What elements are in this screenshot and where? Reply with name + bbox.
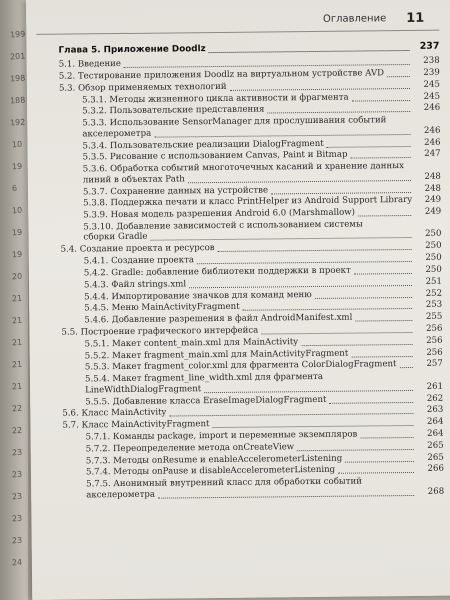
toc-page-number: 250: [425, 240, 442, 252]
toc-entry-text: 5.4.4. Импортирование значков для команд меню: [84, 289, 312, 302]
toc-page-number: 246: [424, 137, 441, 148]
toc-entry-text: 5.4. Создание проекта и ресурсов: [60, 243, 215, 255]
toc-leader-dots: [338, 471, 414, 474]
edge-page-number: 21: [11, 359, 23, 370]
toc-leader-dots: [361, 436, 414, 439]
toc-subsection[interactable]: [83, 161, 441, 186]
toc-entry-text: сборки Gradle: [83, 232, 148, 243]
toc-leader-dots: [327, 144, 411, 147]
toc-leader-dots: [204, 389, 413, 393]
edge-page-number: 199: [9, 29, 26, 40]
edge-page-number: 192: [9, 117, 26, 128]
book-page: [26, 0, 450, 600]
toc-entry-text: 5.5.1. Макет content_main.xml для MainActivity: [84, 336, 299, 350]
toc-entry-text: 5.4.5. Меню MainActivityFragment: [84, 302, 240, 314]
toc-entry-text: 5.5.2. Макет fragment_main.xml для MainActivityFragment: [84, 348, 349, 361]
edge-page-number: 10: [11, 139, 23, 150]
adjacent-page-edge: [0, 0, 28, 600]
toc-leader-dots: [261, 331, 412, 335]
toc-page-number: 238: [423, 55, 440, 66]
toc-entry-text: LineWidthDialogFragment: [85, 383, 202, 396]
toc-entry-text: акселерометра: [82, 128, 152, 140]
toc-page-number: 248: [424, 183, 442, 194]
toc-entry-text: 5.1. Введение: [58, 59, 122, 70]
toc-leader-dots: [345, 459, 414, 462]
toc-page-number: 261: [426, 381, 444, 392]
toc-leader-dots: [267, 110, 410, 113]
edge-page-number: 19: [11, 161, 23, 172]
edge-page-number: 201: [9, 51, 26, 62]
toc-entry-text: 5.3.10. Добавление зависимостей с использованием системы: [83, 219, 363, 233]
edge-page-number: 188: [9, 95, 26, 106]
edge-page-number: 19: [11, 249, 23, 260]
toc-entry-text: 5.7.2. Переопределение метода onCreateView: [85, 441, 295, 455]
toc-entry-text: 5.4.1. Создание проекта: [83, 255, 194, 267]
toc-leader-dots: [354, 272, 412, 275]
toc-leader-dots: [209, 49, 410, 53]
toc-page-number: 245: [423, 91, 441, 102]
toc-entry-text: 5.6. Класс MainActivity: [62, 407, 167, 419]
toc-page-number: 252: [425, 288, 443, 299]
toc-entry-text: 5.3.4. Пользовательские реализации DialogFragment: [82, 138, 324, 151]
toc-page-number: 245: [423, 79, 440, 90]
edge-page-number: 21: [11, 315, 23, 326]
edge-page-number: 22: [11, 425, 23, 436]
toc-leader-dots: [242, 307, 412, 311]
toc-page-number: 264: [426, 416, 444, 427]
toc-subsection[interactable]: [85, 371, 443, 396]
toc-leader-dots: [329, 400, 413, 403]
toc-page-number: 256: [426, 347, 443, 358]
toc-page-number: 249: [424, 206, 442, 217]
toc-leader-dots: [124, 63, 410, 68]
toc-entry-text: 5.3.5. Рисование с использованием Canvas, Paint и Bitmap: [82, 149, 348, 163]
toc-page-number: 247: [424, 148, 441, 160]
toc-subsection[interactable]: [82, 115, 440, 140]
toc-leader-dots: [188, 179, 411, 183]
toc-page-number: 250: [425, 252, 442, 263]
toc-entry-text: 5.7. Класс MainActivityFragment: [62, 419, 210, 431]
edge-page-number: 10: [11, 205, 23, 216]
table-of-contents: [26, 0, 450, 600]
toc-page-number: 246: [423, 125, 441, 136]
toc-page-number: 263: [426, 404, 444, 416]
toc-page-number: 256: [426, 323, 443, 334]
toc-leader-dots: [230, 87, 410, 91]
toc-chapter[interactable]: [58, 42, 439, 57]
toc-entry-text: 5.3. Обзор применяемых технологий: [58, 81, 227, 94]
edge-page-number: 22: [11, 403, 23, 414]
toc-leader-dots: [351, 156, 411, 159]
toc-page-number: 249: [424, 194, 442, 206]
toc-page-number: 266: [427, 463, 444, 475]
toc-entry-text: линий в объектах Path: [82, 174, 185, 186]
toc-leader-dots: [189, 284, 412, 288]
toc-page-number: 250: [425, 264, 442, 275]
toc-page-number: 264: [427, 428, 444, 439]
toc-entry-text: 5.7.4. Методы onPause и disableAccelerometerListening: [85, 465, 336, 478]
toc-page-number: 237: [419, 40, 440, 52]
toc-entry-text: 5.3.9. Новая модель разрешения Android 6.0 (Marshmallow): [83, 207, 355, 221]
toc-page-number: 251: [425, 276, 443, 287]
toc-page-number: 248: [424, 171, 441, 182]
edge-page-number: 21: [11, 337, 23, 348]
toc-leader-dots: [271, 190, 411, 193]
edge-page-number: 20: [11, 271, 23, 282]
toc-page-number: 268: [427, 486, 445, 497]
toc-entry-text: 5.2. Тестирование приложения Doodlz на виртуальном устройстве AVD: [58, 68, 385, 82]
toc-entry-text: 5.7.1. Команды package, import и переменные экземпляров: [85, 429, 358, 443]
edge-page-number: 23: [11, 491, 23, 502]
toc-leader-dots: [358, 214, 411, 217]
toc-entry-text: 5.4.2. Gradle: добавление библиотеки поддержки в проект: [83, 265, 351, 279]
toc-entry-text: 5.3.7. Сохранение данных на устройстве: [82, 184, 269, 197]
toc-leader-dots: [197, 260, 412, 264]
toc-leader-dots: [315, 295, 412, 298]
toc-entry-text: 5.5.5. Добавление класса EraseImageDialogFragment: [85, 394, 327, 407]
edge-page-number: 23: [11, 469, 23, 480]
toc-page-number: 262: [426, 393, 444, 404]
edge-page-number: 21: [11, 293, 23, 304]
toc-page-number: 257: [426, 358, 443, 370]
toc-entry-text: 5.5.4. Макет fragment_line_width.xml для фрагмента: [84, 372, 324, 385]
toc-entry-text: 5.4.3. Файл strings.xml: [83, 279, 187, 291]
toc-entry-text: 5.3.8. Поддержка печати и класс PrintHelper из Android Support Library: [83, 195, 413, 209]
toc-leader-dots: [387, 75, 410, 77]
toc-page-number: 256: [426, 335, 443, 346]
toc-leader-dots: [352, 98, 410, 101]
toc-leader-dots: [352, 354, 413, 357]
toc-subsection[interactable]: [83, 219, 441, 244]
page-number: 11: [406, 10, 425, 27]
toc-entry-text: 5.3.3. Использование SensorManager для прослушивания событий: [82, 115, 387, 129]
toc-leader-dots: [169, 412, 413, 417]
toc-page-number: 265: [427, 440, 444, 451]
toc-entry-text: Глава 5. Приложение Doodlz: [58, 44, 206, 56]
toc-leader-dots: [154, 133, 410, 138]
toc-page-number: 250: [425, 229, 442, 240]
toc-entry-text: 5.7.3. Методы onResume и enableAccelerometerListening: [85, 453, 343, 466]
toc-leader-dots: [158, 494, 414, 499]
running-header-title: Оглавление: [322, 13, 387, 25]
toc-page-number: 253: [425, 299, 443, 311]
toc-page-number: 265: [427, 452, 444, 463]
toc-entry-text: 5.3.2. Пользовательские представления: [82, 104, 265, 117]
toc-leader-dots: [400, 366, 413, 368]
toc-page-number: 239: [423, 67, 440, 78]
toc-leader-dots: [151, 236, 412, 241]
toc-entry-text: 5.3.6. Обработка событий многоточечных касаний и хранение данных: [82, 161, 404, 175]
edge-page-number: 6: [11, 183, 18, 194]
toc-leader-dots: [297, 448, 414, 451]
edge-page-number: 23: [11, 513, 23, 524]
toc-leader-dots: [218, 248, 412, 252]
toc-entry-text: акселерометра: [86, 489, 156, 501]
toc-leader-dots: [302, 343, 413, 346]
toc-entry-text: 5.5. Построение графического интерфейса: [61, 325, 259, 338]
edge-page-number: 198: [9, 73, 26, 84]
toc-entry-text: 5.5.3. Макет fragment_color.xml для фрагмента ColorDialogFragment: [84, 359, 397, 373]
toc-entry-text: 5.7.5. Анонимный внутренний класс для обработки событий: [86, 476, 362, 490]
toc-leader-dots: [212, 424, 413, 428]
toc-page-number: 246: [423, 102, 441, 114]
toc-entry-text: 5.4.6. Добавление разрешения в файл AndroidManifest.xml: [84, 312, 353, 326]
edge-page-number: 24: [11, 557, 23, 568]
edge-page-number: 23: [11, 535, 23, 546]
toc-subsection[interactable]: [86, 476, 444, 501]
edge-page-number: 23: [11, 447, 23, 458]
toc-entry-text: 5.3.1. Методы жизненного цикла активности и фрагмента: [81, 92, 349, 105]
toc-page-number: 255: [425, 311, 443, 322]
edge-page-number: 21: [11, 381, 23, 392]
toc-leader-dots: [355, 319, 412, 322]
edge-page-number: 19: [11, 227, 23, 238]
